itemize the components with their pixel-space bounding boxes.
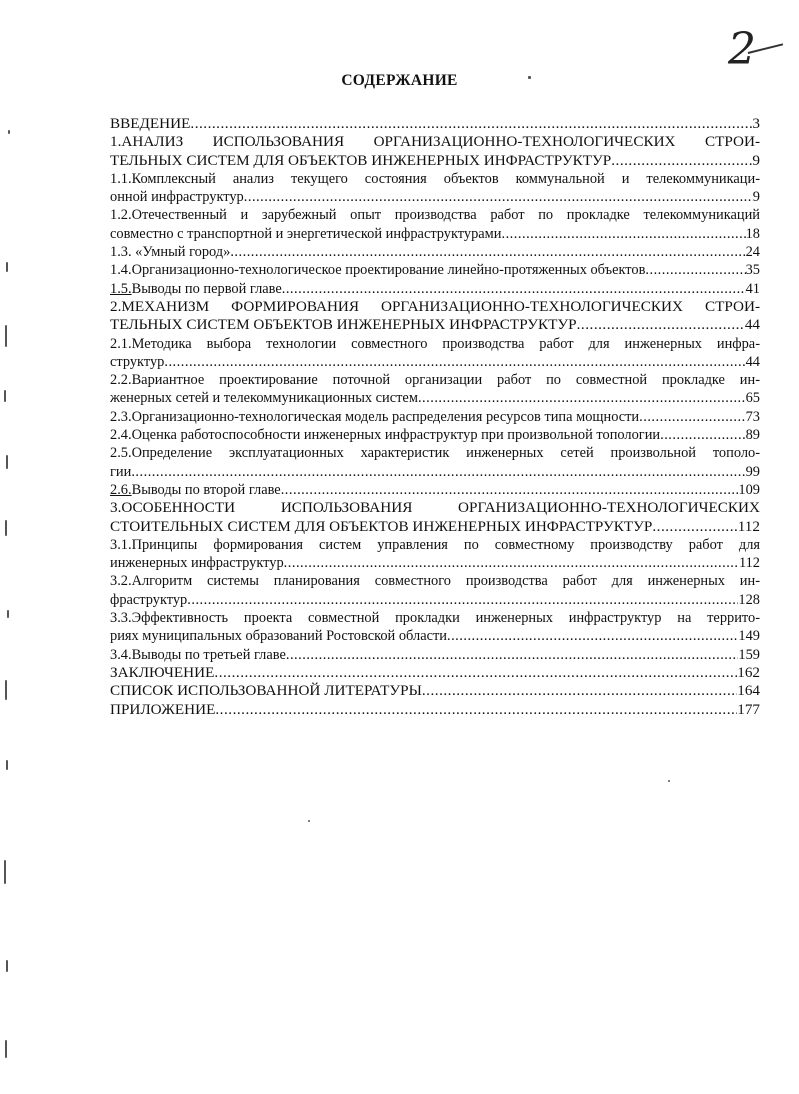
toc-entry-title: ПРИЛОЖЕНИЕ	[110, 700, 216, 718]
toc-entry-final-line	[110, 664, 760, 682]
toc-entry-final-line	[110, 188, 760, 206]
toc-entry-final-line	[110, 225, 760, 243]
toc-entry-line: 1.1.Комплексный анализ текущего состояния объектов коммунальной и телекоммуникаци-	[110, 170, 760, 187]
dot-leader	[286, 646, 739, 664]
dot-leader	[447, 627, 738, 645]
toc-entry-page: 164	[737, 682, 760, 700]
toc-entry-title: 2.3.Организационно-технологическая модель распределения ресурсов типа мощности	[110, 408, 640, 425]
toc-entry	[110, 243, 760, 261]
toc-entry-final-line	[110, 481, 760, 499]
scan-speck	[6, 960, 8, 972]
dot-leader	[501, 225, 745, 243]
toc-entry-final-line	[110, 646, 760, 664]
toc-entry-final-line	[110, 152, 760, 170]
toc-entry-title: совместно с транспортной и энергетической инфраструктурами	[110, 225, 502, 242]
toc-entry-final-line	[110, 261, 760, 279]
toc-entry-title: Выводы по первой главе	[131, 280, 282, 297]
handwritten-page-number: 2	[728, 24, 756, 75]
toc-entry-line: 3.ОСОБЕННОСТИ ИСПОЛЬЗОВАНИЯ ОРГАНИЗАЦИОННО-ТЕХНОЛОГИЧЕСКИХ	[110, 499, 760, 517]
toc-entry-title: ВВЕДЕНИЕ	[110, 115, 191, 132]
dot-leader	[652, 518, 737, 536]
toc-entry-title: 2.4.Оценка работоспособности инженерных инфраструктур при произвольной топологии	[110, 427, 661, 444]
toc-entry-line: 2.5.Определение эксплуатационных характеристик инженерных сетей произвольной тополо-	[110, 445, 760, 462]
toc-entry-page: 9	[752, 189, 760, 206]
dot-leader	[187, 591, 738, 609]
toc-entry-page: 41	[745, 280, 760, 297]
dot-leader	[422, 682, 737, 700]
dot-leader	[131, 463, 745, 481]
toc-entry-line: 3.2.Алгоритм системы планирования совместного производства работ для инженерных ин-	[110, 573, 760, 590]
toc-entry-page: 18	[745, 225, 760, 242]
scan-speck	[5, 680, 7, 700]
toc-entry	[110, 481, 760, 499]
page-title: СОДЕРЖАНИЕ	[341, 72, 458, 89]
toc-entry	[110, 115, 760, 133]
toc-entry-final-line	[110, 627, 760, 645]
table-of-contents	[110, 115, 760, 719]
dot-leader	[645, 261, 745, 279]
toc-entry-line: 1.АНАЛИЗ ИСПОЛЬЗОВАНИЯ ОРГАНИЗАЦИОННО-ТЕХНОЛОГИЧЕСКИХ СТРОИ-	[110, 133, 760, 151]
toc-entry	[110, 261, 760, 279]
dot-leader	[244, 188, 753, 206]
scan-speck	[308, 820, 310, 822]
toc-entry-page: 44	[745, 353, 760, 370]
toc-entry	[110, 499, 760, 536]
toc-entry-title: ЗАКЛЮЧЕНИЕ	[110, 663, 215, 681]
toc-entry-title: фраструктур	[110, 591, 188, 608]
toc-entry-final-line	[110, 518, 760, 536]
scan-speck	[5, 520, 7, 536]
scan-speck	[4, 390, 6, 402]
toc-entry-final-line	[110, 682, 760, 700]
toc-entry-page: 73	[745, 408, 760, 425]
toc-entry-line: 2.МЕХАНИЗМ ФОРМИРОВАНИЯ ОРГАНИЗАЦИОННО-ТЕХНОЛОГИЧЕСКИХ СТРОИ-	[110, 297, 760, 315]
toc-entry-page: 112	[737, 517, 760, 535]
toc-entry	[110, 371, 760, 408]
toc-entry-title: гии	[110, 463, 132, 480]
toc-entry-page: 35	[745, 262, 760, 279]
toc-entry-line: 2.2.Вариантное проектирование поточной организации работ по совместной прокладке ин-	[110, 372, 760, 389]
dot-leader	[214, 664, 737, 682]
toc-entry-page: 89	[745, 427, 760, 444]
toc-entry-line: 1.2.Отечественный и зарубежный опыт производства работ по прокладке телекоммуникаций	[110, 207, 760, 224]
toc-entry-page: 177	[737, 700, 760, 718]
toc-entry-page: 65	[745, 390, 760, 407]
toc-entry	[110, 335, 760, 372]
toc-entry-page: 44	[744, 316, 760, 334]
toc-entry	[110, 536, 760, 573]
scan-speck	[7, 610, 9, 618]
dot-leader	[281, 481, 739, 499]
scan-speck	[528, 76, 531, 79]
toc-entry-final-line	[110, 701, 760, 719]
toc-entry-final-line	[110, 353, 760, 371]
toc-entry-page: 99	[745, 463, 760, 480]
toc-entry	[110, 701, 760, 719]
toc-entry-final-line	[110, 280, 760, 298]
dot-leader	[284, 554, 739, 572]
toc-entry-title: ТЕЛЬНЫХ СИСТЕМ ОБЪЕКТОВ ИНЖЕНЕРНЫХ ИНФРАСТРУКТУР	[110, 316, 577, 334]
toc-entry-title: СТОИТЕЛЬНЫХ СИСТЕМ ДЛЯ ОБЪЕКТОВ ИНЖЕНЕРНЫХ ИНФРАСТРУКТУР	[110, 517, 653, 535]
toc-entry	[110, 408, 760, 426]
toc-entry	[110, 298, 760, 335]
dot-leader	[282, 280, 746, 298]
scan-speck	[5, 1040, 7, 1058]
toc-entry	[110, 426, 760, 444]
toc-entry-number: 1.5.	[110, 280, 132, 297]
scan-speck	[6, 455, 8, 469]
toc-entry-final-line	[110, 426, 760, 444]
toc-entry	[110, 572, 760, 609]
toc-entry-page: 149	[738, 628, 760, 645]
toc-entry-final-line	[110, 554, 760, 572]
scan-speck	[5, 325, 7, 347]
toc-entry-final-line	[110, 316, 760, 334]
toc-entry-title: Выводы по второй главе	[131, 481, 281, 498]
dot-leader	[660, 426, 746, 444]
toc-entry-title: СПИСОК ИСПОЛЬЗОВАННОЙ ЛИТЕРАТУРЫ	[110, 682, 422, 700]
toc-entry-title: структур	[110, 353, 165, 370]
toc-entry-line: 2.1.Методика выбора технологии совместного производства работ для инженерных инфра-	[110, 335, 760, 352]
dot-leader	[418, 389, 746, 407]
toc-entry	[110, 170, 760, 207]
toc-entry-page: 24	[745, 244, 760, 261]
toc-entry	[110, 133, 760, 170]
dot-leader	[611, 152, 752, 170]
toc-entry-final-line	[110, 463, 760, 481]
toc-entry-number: 2.6.	[110, 481, 132, 498]
dot-leader	[190, 115, 752, 133]
toc-entry-title: женерных сетей и телекоммуникационных систем	[110, 390, 418, 407]
toc-entry-final-line	[110, 115, 760, 133]
toc-entry-line: 3.3.Эффективность проекта совместной прокладки инженерных инфраструктур на террито-	[110, 610, 760, 627]
toc-entry	[110, 206, 760, 243]
toc-entry-title: ТЕЛЬНЫХ СИСТЕМ ДЛЯ ОБЪЕКТОВ ИНЖЕНЕРНЫХ ИНФРАСТРУКТУР	[110, 151, 612, 169]
toc-entry	[110, 664, 760, 682]
toc-entry-line: 3.1.Принципы формирования систем управления по совместному производству работ для	[110, 536, 760, 553]
toc-entry-title: 3.4.Выводы по третьей главе	[110, 646, 286, 663]
scan-speck	[6, 262, 8, 272]
toc-entry	[110, 609, 760, 646]
toc-entry-title: 1.4.Организационно-технологическое проектирование линейно-протяженных объектов	[110, 262, 646, 279]
toc-entry-final-line	[110, 243, 760, 261]
toc-entry-final-line	[110, 591, 760, 609]
toc-entry-title: инженерных инфраструктур	[110, 555, 284, 572]
scan-speck	[8, 130, 10, 134]
toc-entry-final-line	[110, 389, 760, 407]
toc-entry	[110, 682, 760, 700]
dot-leader	[164, 353, 745, 371]
toc-entry	[110, 444, 760, 481]
toc-entry-title: 1.3. «Умный город»	[110, 244, 231, 261]
toc-entry-final-line	[110, 408, 760, 426]
toc-entry-page: 162	[737, 663, 760, 681]
toc-entry-page: 109	[738, 481, 760, 498]
toc-entry	[110, 646, 760, 664]
scan-speck	[4, 860, 6, 884]
toc-entry-page: 159	[738, 646, 760, 663]
scan-speck	[6, 760, 8, 770]
dot-leader	[577, 316, 745, 334]
toc-entry-title: риях муниципальных образований Ростовской области	[110, 628, 447, 645]
toc-entry-page: 3	[752, 115, 760, 132]
dot-leader	[639, 408, 745, 426]
toc-entry-page: 112	[738, 555, 760, 572]
dot-leader	[215, 701, 737, 719]
toc-entry-title: онной инфраструктур	[110, 189, 244, 206]
toc-entry-page: 9	[752, 151, 760, 169]
dot-leader	[230, 243, 745, 261]
scan-speck	[668, 780, 670, 782]
toc-entry-page: 128	[738, 591, 760, 608]
toc-entry	[110, 280, 760, 298]
